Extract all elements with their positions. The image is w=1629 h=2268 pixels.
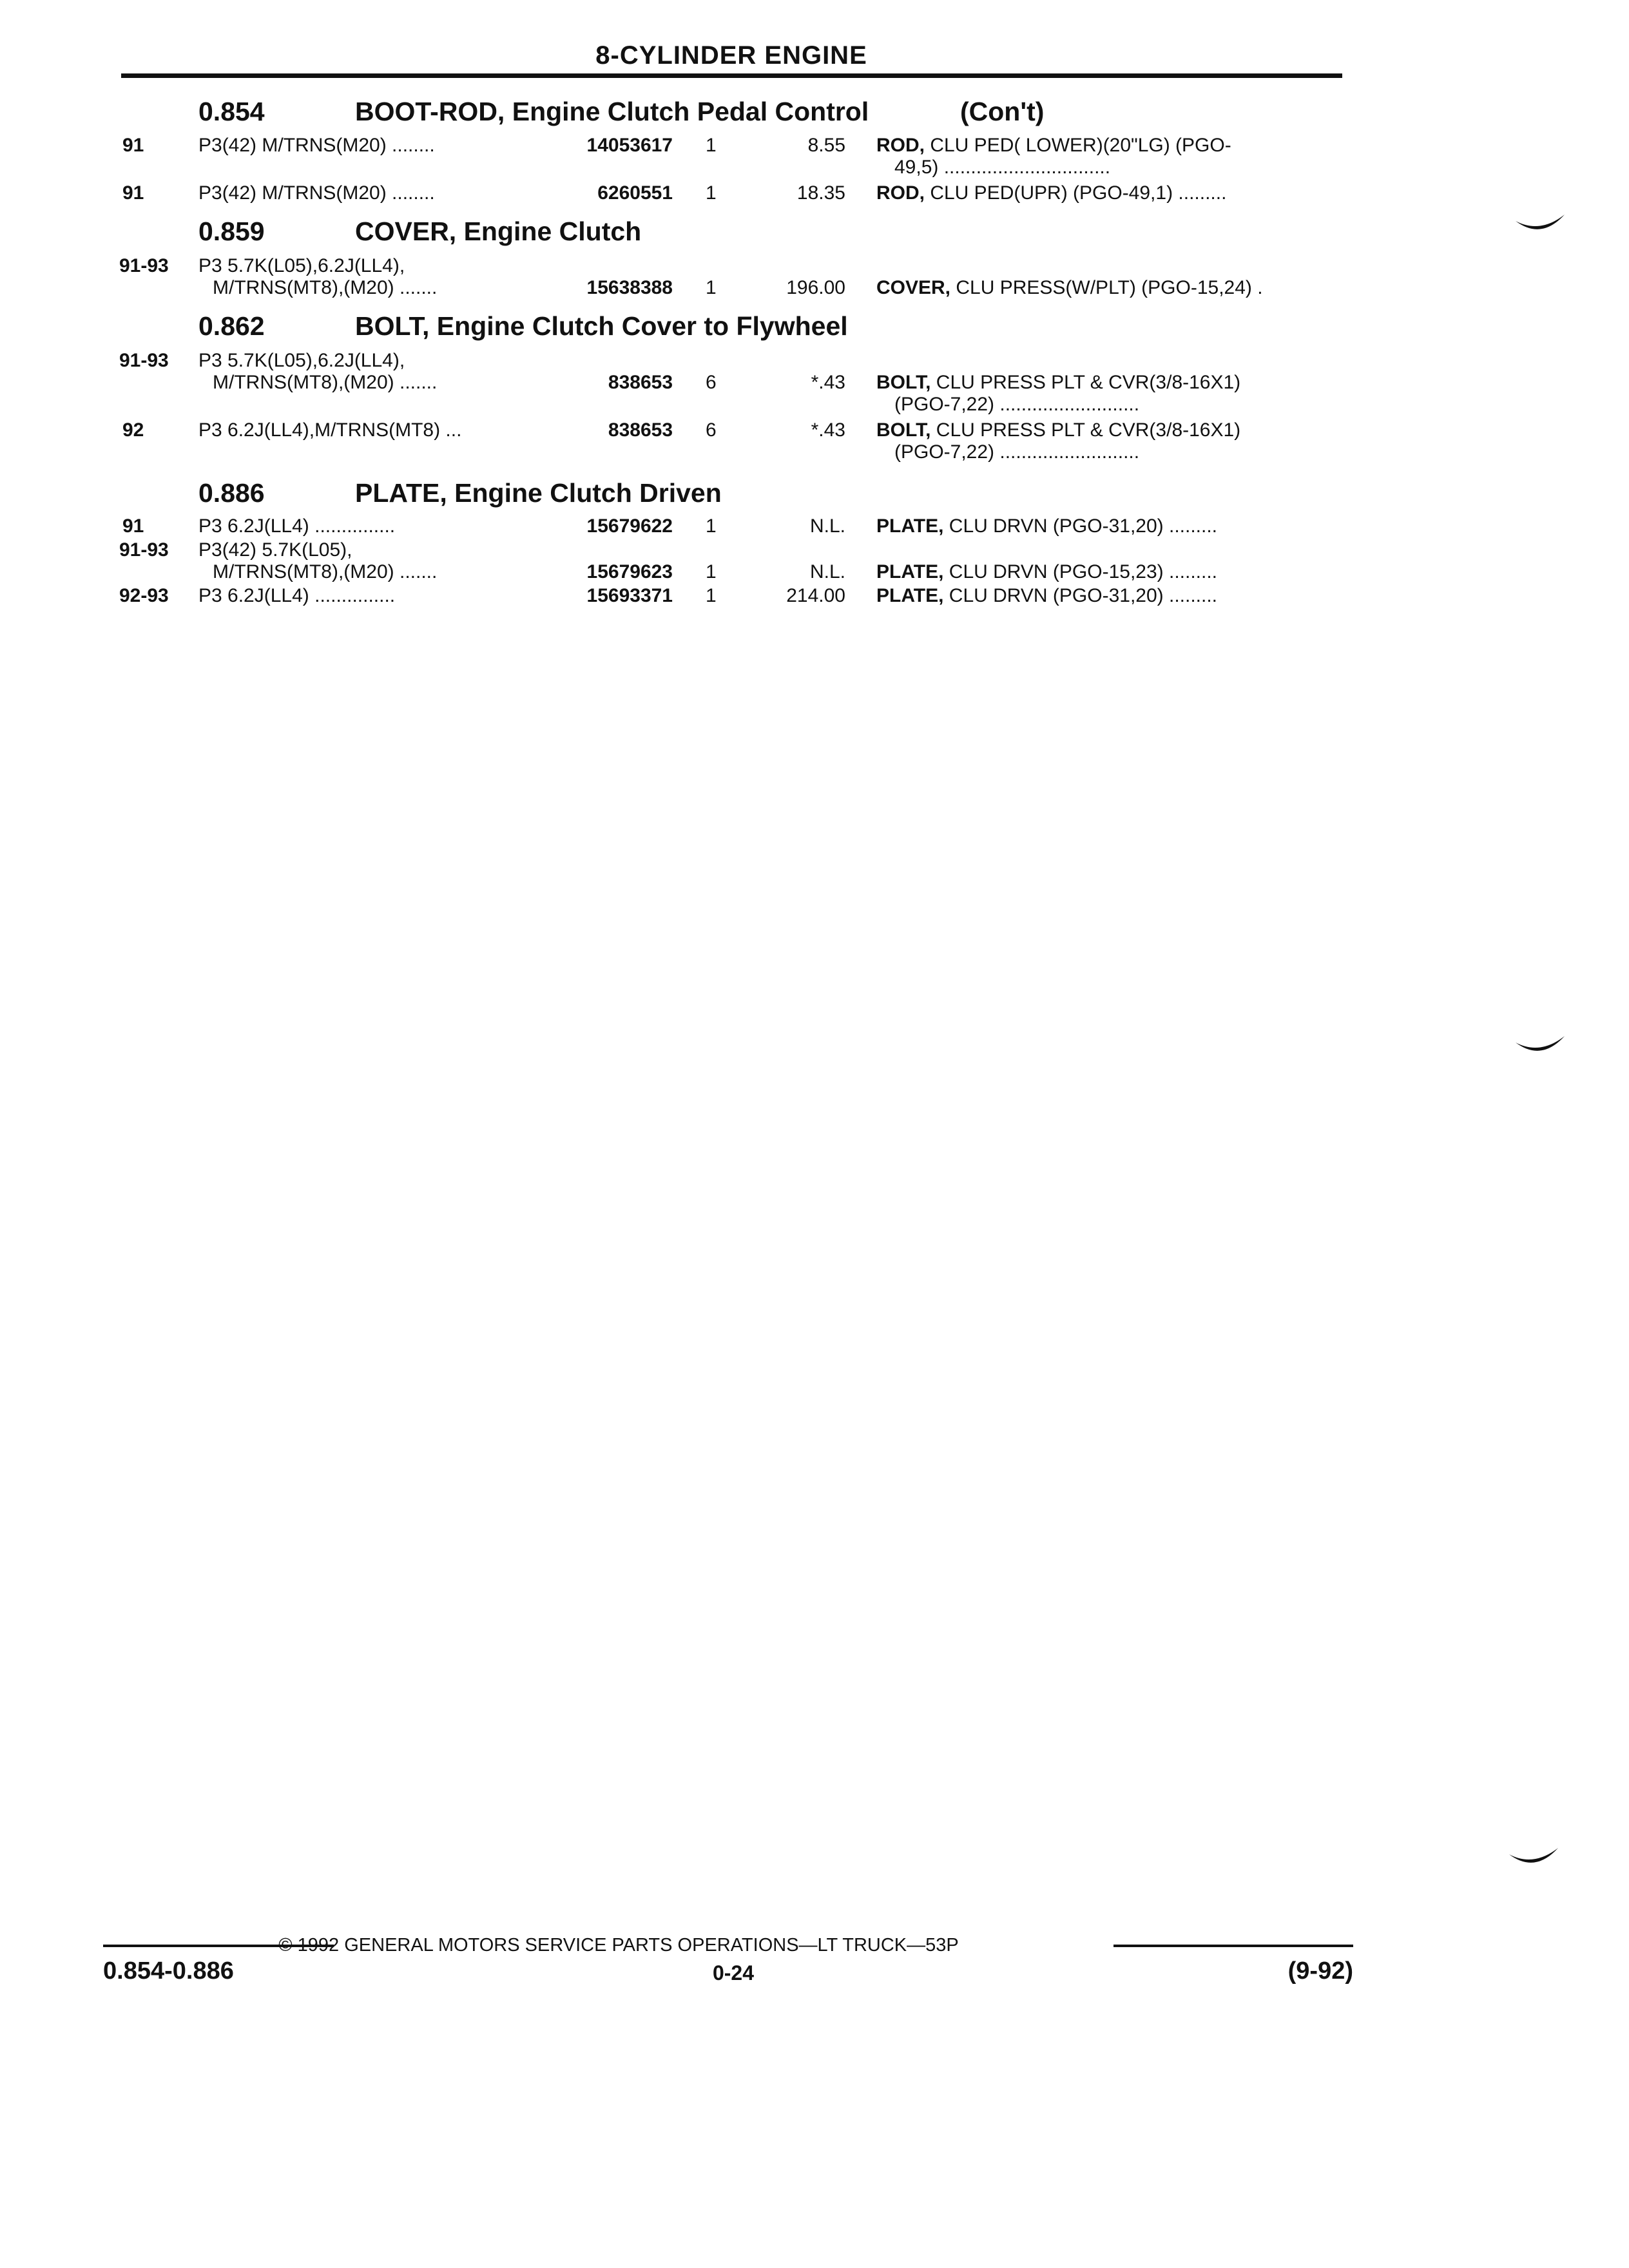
binder-hole-mark xyxy=(1508,1843,1559,1875)
description xyxy=(876,277,1263,299)
part-number: 15679622 xyxy=(586,515,673,537)
price: N.L. xyxy=(809,515,845,537)
description-text: CLU PRESS(W/PLT) (PGO-15,24) . xyxy=(950,277,1263,298)
description-noun: PLATE, xyxy=(876,561,944,582)
description-text: CLU PED( LOWER)(20"LG) (PGO- xyxy=(925,135,1231,156)
description-noun: ROD, xyxy=(876,182,925,204)
footer-date: (9-92) xyxy=(1287,1957,1353,1984)
description xyxy=(876,372,1240,394)
description xyxy=(876,561,1217,583)
year: 91-93 xyxy=(119,350,169,371)
description-noun: BOLT, xyxy=(876,372,931,393)
description xyxy=(876,182,1226,204)
part-number: 14053617 xyxy=(586,135,673,156)
page-title: 8-CYLINDER ENGINE xyxy=(595,41,867,70)
price: 18.35 xyxy=(796,182,845,204)
quantity: 1 xyxy=(706,561,717,582)
model: P3 5.7K(L05),6.2J(LL4), xyxy=(198,350,405,371)
price: *.43 xyxy=(811,372,845,393)
quantity: 6 xyxy=(706,372,717,393)
description-noun: ROD, xyxy=(876,135,925,156)
header-rule xyxy=(121,73,1342,78)
description-continued: (PGO-7,22) .......................... xyxy=(894,441,1140,463)
model: P3 6.2J(LL4) ............... xyxy=(198,515,396,537)
part-number: 15638388 xyxy=(586,277,673,298)
description-text: CLU DRVN (PGO-31,20) ......... xyxy=(943,515,1218,537)
description-noun: PLATE, xyxy=(876,585,944,606)
description xyxy=(876,585,1217,607)
description-continued: (PGO-7,22) .......................... xyxy=(894,394,1140,415)
price: N.L. xyxy=(809,561,845,582)
description-noun: PLATE, xyxy=(876,515,944,537)
description-noun: BOLT, xyxy=(876,419,931,441)
quantity: 1 xyxy=(706,585,717,606)
model-continued: M/TRNS(MT8),(M20) ....... xyxy=(213,561,438,582)
part-number: 15693371 xyxy=(586,585,673,606)
model: P3 5.7K(L05),6.2J(LL4), xyxy=(198,255,405,276)
quantity: 1 xyxy=(706,182,717,204)
quantity: 1 xyxy=(706,277,717,298)
price: *.43 xyxy=(811,419,845,441)
year: 91 xyxy=(122,515,144,537)
section-number: 0.886 xyxy=(198,478,265,508)
section-number: 0.854 xyxy=(198,97,265,126)
year: 91-93 xyxy=(119,539,169,561)
price: 214.00 xyxy=(786,585,845,606)
page-number: 0-24 xyxy=(712,1961,755,1984)
price: 8.55 xyxy=(807,135,845,156)
model: P3(42) M/TRNS(M20) ........ xyxy=(198,135,435,156)
description-text: CLU DRVN (PGO-15,23) ......... xyxy=(943,561,1218,582)
year: 91-93 xyxy=(119,255,169,276)
footer-copyright: © 1992 GENERAL MOTORS SERVICE PARTS OPERATIONS—LT TRUCK—53P xyxy=(278,1935,959,1956)
description xyxy=(876,135,1231,157)
year: 92-93 xyxy=(119,585,169,606)
binder-hole-mark xyxy=(1514,209,1566,242)
model-continued: M/TRNS(MT8),(M20) ....... xyxy=(213,372,438,393)
section-title: BOLT, Engine Clutch Cover to Flywheel xyxy=(355,311,848,341)
year: 91 xyxy=(122,135,144,156)
model: P3(42) 5.7K(L05), xyxy=(198,539,352,561)
model: P3(42) M/TRNS(M20) ........ xyxy=(198,182,435,204)
section-title: COVER, Engine Clutch xyxy=(355,216,642,246)
description-text: CLU PRESS PLT & CVR(3/8-16X1) xyxy=(930,372,1241,393)
section-continued: (Con't) xyxy=(960,97,1045,126)
description xyxy=(876,515,1217,537)
section-title: PLATE, Engine Clutch Driven xyxy=(355,478,722,508)
footer-rule-right xyxy=(1113,1945,1353,1947)
part-number: 15679623 xyxy=(586,561,673,582)
part-number: 838653 xyxy=(608,419,673,441)
binder-hole-mark xyxy=(1514,1031,1566,1063)
description-continued: 49,5) ............................... xyxy=(894,157,1111,178)
model: P3 6.2J(LL4) ............... xyxy=(198,585,396,606)
quantity: 1 xyxy=(706,515,717,537)
description-text: CLU DRVN (PGO-31,20) ......... xyxy=(943,585,1218,606)
quantity: 1 xyxy=(706,135,717,156)
description-noun: COVER, xyxy=(876,277,951,298)
price: 196.00 xyxy=(786,277,845,298)
section-number: 0.859 xyxy=(198,216,265,246)
section-title: BOOT-ROD, Engine Clutch Pedal Control xyxy=(355,97,869,126)
description xyxy=(876,419,1240,441)
model: P3 6.2J(LL4),M/TRNS(MT8) ... xyxy=(198,419,462,441)
section-number: 0.862 xyxy=(198,311,265,341)
year: 92 xyxy=(122,419,144,441)
year: 91 xyxy=(122,182,144,204)
part-number: 6260551 xyxy=(597,182,673,204)
description-text: CLU PRESS PLT & CVR(3/8-16X1) xyxy=(930,419,1241,441)
footer-section-range: 0.854-0.886 xyxy=(103,1957,234,1984)
quantity: 6 xyxy=(706,419,717,441)
part-number: 838653 xyxy=(608,372,673,393)
description-text: CLU PED(UPR) (PGO-49,1) ......... xyxy=(925,182,1227,204)
model-continued: M/TRNS(MT8),(M20) ....... xyxy=(213,277,438,298)
